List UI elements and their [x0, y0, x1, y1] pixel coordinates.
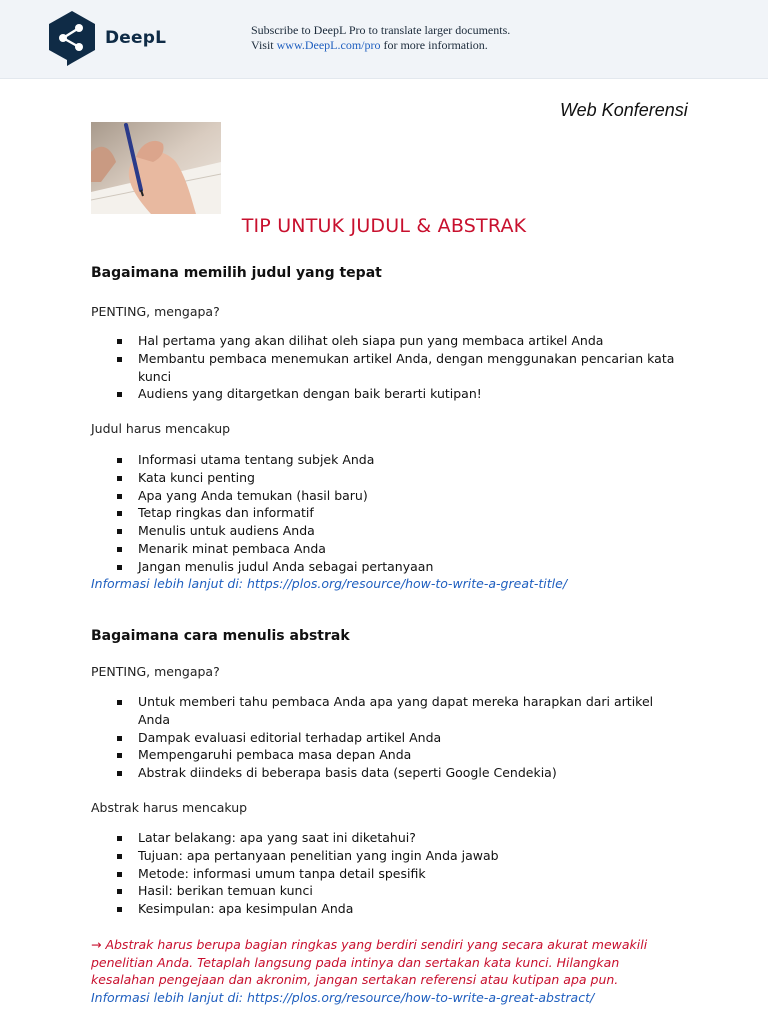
list-item: Metode: informasi umum tanpa detail spesifik [114, 865, 689, 883]
visit-suffix: for more information. [380, 38, 488, 52]
deepl-logo-icon [47, 10, 97, 66]
abstract-why-list [114, 693, 689, 782]
document-title: TIP UNTUK JUDUL & ABSTRAK [241, 215, 527, 237]
abstract-include-label: Abstrak harus mencakup [91, 800, 248, 815]
list-item: Abstrak diindeks di beberapa basis data (seperti Google Cendekia) [114, 764, 689, 782]
list-item: Menulis untuk audiens Anda [114, 522, 689, 540]
title-include-label: Judul harus mencakup [91, 421, 231, 436]
deepl-brand-name: DeepL [105, 28, 167, 48]
title-include-list [114, 451, 689, 576]
deepl-banner [0, 0, 768, 79]
list-item: Apa yang Anda temukan (hasil baru) [114, 487, 689, 505]
writing-hand-image [91, 122, 221, 214]
deepl-logo[interactable] [47, 10, 166, 66]
subscribe-message [251, 23, 510, 53]
writing-hand-photo [91, 122, 221, 214]
list-item: Membantu pembaca menemukan artikel Anda, dengan menggunakan pencarian kata kunci [114, 350, 689, 386]
list-item: Tujuan: apa pertanyaan penelitian yang ingin Anda jawab [114, 847, 689, 865]
conference-label: Web Konferensi [560, 100, 688, 120]
visit-prefix: Visit [251, 38, 277, 52]
list-item: Hasil: berikan temuan kunci [114, 882, 689, 900]
section-title-heading: Bagaimana memilih judul yang tepat [91, 265, 382, 281]
list-item: Jangan menulis judul Anda sebagai pertanyaan [114, 558, 689, 576]
list-item: Dampak evaluasi editorial terhadap artikel Anda [114, 729, 689, 747]
abstract-include-list [114, 829, 689, 918]
list-item: Informasi utama tentang subjek Anda [114, 451, 689, 469]
list-item: Mempengaruhi pembaca masa depan Anda [114, 746, 689, 764]
abstract-why-label: PENTING, mengapa? [91, 664, 220, 679]
title-more-info-link[interactable]: Informasi lebih lanjut di: https://plos.org/resource/how-to-write-a-great-title/ [91, 576, 568, 591]
list-item: Hal pertama yang akan dilihat oleh siapa pun yang membaca artikel Anda [114, 332, 689, 350]
list-item: Menarik minat pembaca Anda [114, 540, 689, 558]
section-abstract-heading: Bagaimana cara menulis abstrak [91, 628, 350, 644]
list-item: Untuk memberi tahu pembaca Anda apa yang dapat mereka harapkan dari artikel Anda [114, 693, 689, 729]
list-item: Tetap ringkas dan informatif [114, 504, 689, 522]
deepl-pro-link[interactable]: www.DeepL.com/pro [276, 38, 381, 52]
subscribe-line: Subscribe to DeepL Pro to translate larger documents. [251, 23, 511, 37]
abstract-more-info-link[interactable]: Informasi lebih lanjut di: https://plos.org/resource/how-to-write-a-great-abstract/ [91, 990, 595, 1005]
list-item: Kesimpulan: apa kesimpulan Anda [114, 900, 689, 918]
list-item: Kata kunci penting [114, 469, 689, 487]
abstract-note: → Abstrak harus berupa bagian ringkas yang berdiri sendiri yang secara akurat mewakili penelitian Anda. Tetaplah langsung pada intinya dan sertakan kata kunci. Hilangkan kesalahan pengejaan dan akronim, jangan sertakan referensi atau kutipan apa pun. [91, 937, 648, 987]
list-item: Latar belakang: apa yang saat ini diketahui? [114, 829, 689, 847]
visit-line [251, 38, 510, 53]
title-why-label: PENTING, mengapa? [91, 304, 220, 319]
list-item: Audiens yang ditargetkan dengan baik berarti kutipan! [114, 385, 689, 403]
title-why-list [114, 332, 689, 403]
